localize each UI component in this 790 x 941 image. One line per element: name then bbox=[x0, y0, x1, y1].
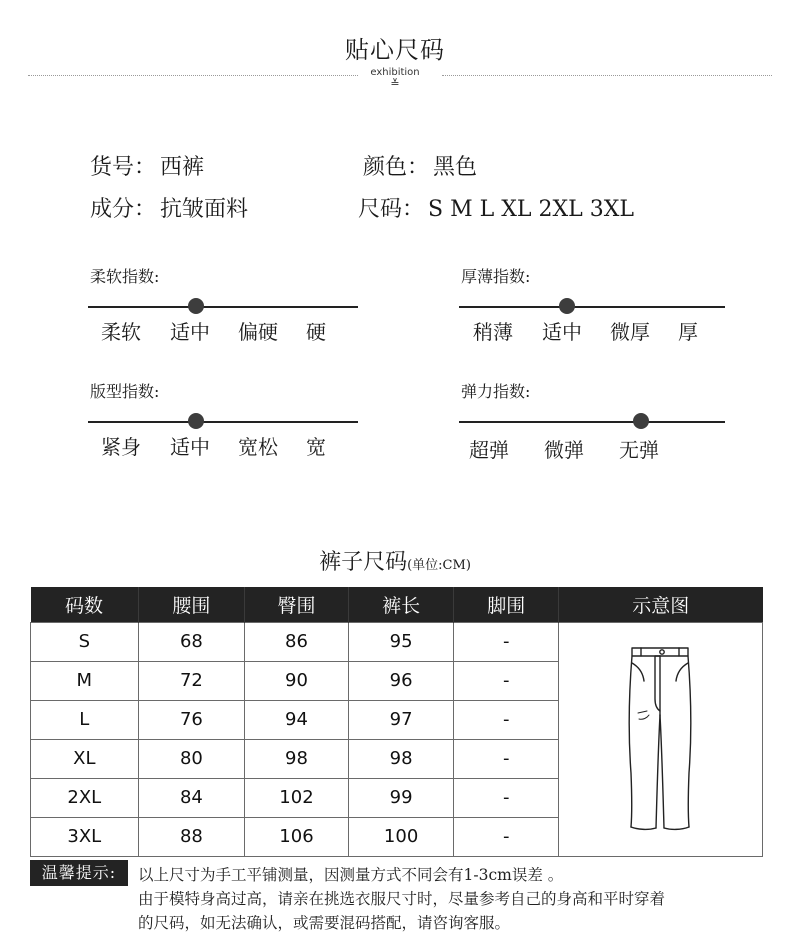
softness-index-scale bbox=[88, 306, 358, 308]
cell-size: M bbox=[31, 661, 139, 700]
cell-leg-opening: - bbox=[454, 661, 559, 700]
softness-option: 偏硬 bbox=[238, 320, 278, 344]
header-length: 裤长 bbox=[348, 587, 454, 622]
fit-index-marker bbox=[188, 413, 204, 429]
softness-option: 适中 bbox=[170, 320, 210, 344]
trousers-diagram-cell bbox=[558, 622, 762, 856]
cell-length: 99 bbox=[348, 778, 454, 817]
item-number bbox=[90, 150, 204, 181]
size-table-unit: (单位:CM) bbox=[407, 558, 471, 573]
cell-waist: 88 bbox=[138, 817, 245, 856]
size-table-title-text: 裤子尺码 bbox=[319, 550, 408, 575]
header-waist: 腰围 bbox=[138, 587, 245, 622]
color-label: 颜色： bbox=[363, 155, 430, 180]
cell-leg-opening: - bbox=[454, 817, 559, 856]
item-number-value: 西裤 bbox=[160, 155, 205, 180]
thickness-index-scale bbox=[459, 306, 725, 308]
thickness-option: 适中 bbox=[542, 320, 582, 344]
cell-hip: 98 bbox=[245, 739, 349, 778]
cell-waist: 80 bbox=[138, 739, 245, 778]
cell-waist: 76 bbox=[138, 700, 245, 739]
cell-length: 95 bbox=[348, 622, 454, 661]
elasticity-option: 微弹 bbox=[544, 438, 584, 462]
size-label: 尺码： bbox=[358, 197, 425, 222]
product-material bbox=[90, 192, 248, 223]
cell-length: 100 bbox=[348, 817, 454, 856]
cell-hip: 106 bbox=[245, 817, 349, 856]
header-hip: 臀围 bbox=[245, 587, 349, 622]
cell-size: 2XL bbox=[31, 778, 139, 817]
cell-hip: 102 bbox=[245, 778, 349, 817]
item-number-label: 货号： bbox=[90, 155, 157, 180]
header-diagram: 示意图 bbox=[558, 587, 762, 622]
header-size: 码数 bbox=[31, 587, 139, 622]
cell-hip: 94 bbox=[245, 700, 349, 739]
fit-index-title: 版型指数: bbox=[90, 382, 160, 401]
fit-option: 宽松 bbox=[238, 435, 278, 459]
cell-leg-opening: - bbox=[454, 622, 559, 661]
cell-hip: 90 bbox=[245, 661, 349, 700]
cell-length: 97 bbox=[348, 700, 454, 739]
elasticity-option: 超弹 bbox=[469, 438, 509, 462]
thickness-option: 厚 bbox=[678, 320, 698, 344]
elasticity-index-marker bbox=[633, 413, 649, 429]
tip-label: 温馨提示: bbox=[30, 860, 128, 886]
product-sizes bbox=[358, 192, 634, 223]
double-chevron-down-icon: ≚ bbox=[390, 77, 400, 90]
tip-line: 以上尺寸为手工平铺测量，因测量方式不同会有1-3cm误差 。 bbox=[138, 866, 564, 884]
cell-size: L bbox=[31, 700, 139, 739]
cell-length: 98 bbox=[348, 739, 454, 778]
softness-option: 柔软 bbox=[101, 320, 141, 344]
page-title: 贴心尺码 bbox=[345, 36, 445, 64]
cell-size: S bbox=[31, 622, 139, 661]
header-leg-opening: 脚围 bbox=[454, 587, 559, 622]
fit-index-scale bbox=[88, 421, 358, 423]
thickness-option: 微厚 bbox=[610, 320, 650, 344]
material-label: 成分： bbox=[90, 197, 157, 222]
cell-leg-opening: - bbox=[454, 700, 559, 739]
page-subtitle: exhibition bbox=[370, 67, 420, 78]
elasticity-index-scale bbox=[459, 421, 725, 423]
color-value: 黑色 bbox=[433, 155, 478, 180]
size-table-title bbox=[0, 545, 790, 576]
softness-option: 硬 bbox=[306, 320, 326, 344]
table-row bbox=[31, 622, 763, 661]
thickness-index-title: 厚薄指数: bbox=[461, 267, 531, 286]
cell-length: 96 bbox=[348, 661, 454, 700]
fit-option: 紧身 bbox=[101, 435, 141, 459]
softness-index-marker bbox=[188, 298, 204, 314]
softness-index-title: 柔软指数: bbox=[90, 267, 160, 286]
size-table bbox=[30, 587, 763, 857]
fit-option: 适中 bbox=[170, 435, 210, 459]
cell-hip: 86 bbox=[245, 622, 349, 661]
cell-size: 3XL bbox=[31, 817, 139, 856]
tip-line: 的尺码，如无法确认，或需要混码搭配，请咨询客服。 bbox=[138, 914, 511, 932]
cell-waist: 72 bbox=[138, 661, 245, 700]
size-value: S M L XL 2XL 3XL bbox=[428, 197, 634, 222]
tip-line: 由于模特身高过高，请亲在挑选衣服尺寸时，尽量参考自己的身高和平时穿着 bbox=[138, 890, 666, 908]
elasticity-option: 无弹 bbox=[619, 438, 659, 462]
cell-waist: 68 bbox=[138, 622, 245, 661]
thickness-index-marker bbox=[559, 298, 575, 314]
product-color bbox=[363, 150, 477, 181]
cell-leg-opening: - bbox=[454, 778, 559, 817]
size-table-header-row bbox=[31, 587, 763, 622]
cell-waist: 84 bbox=[138, 778, 245, 817]
fit-option: 宽 bbox=[306, 435, 326, 459]
thickness-option: 稍薄 bbox=[473, 320, 513, 344]
material-value: 抗皱面料 bbox=[160, 197, 249, 222]
elasticity-index-title: 弹力指数: bbox=[461, 382, 531, 401]
cell-leg-opening: - bbox=[454, 739, 559, 778]
trousers-diagram-icon bbox=[559, 623, 762, 851]
cell-size: XL bbox=[31, 739, 139, 778]
